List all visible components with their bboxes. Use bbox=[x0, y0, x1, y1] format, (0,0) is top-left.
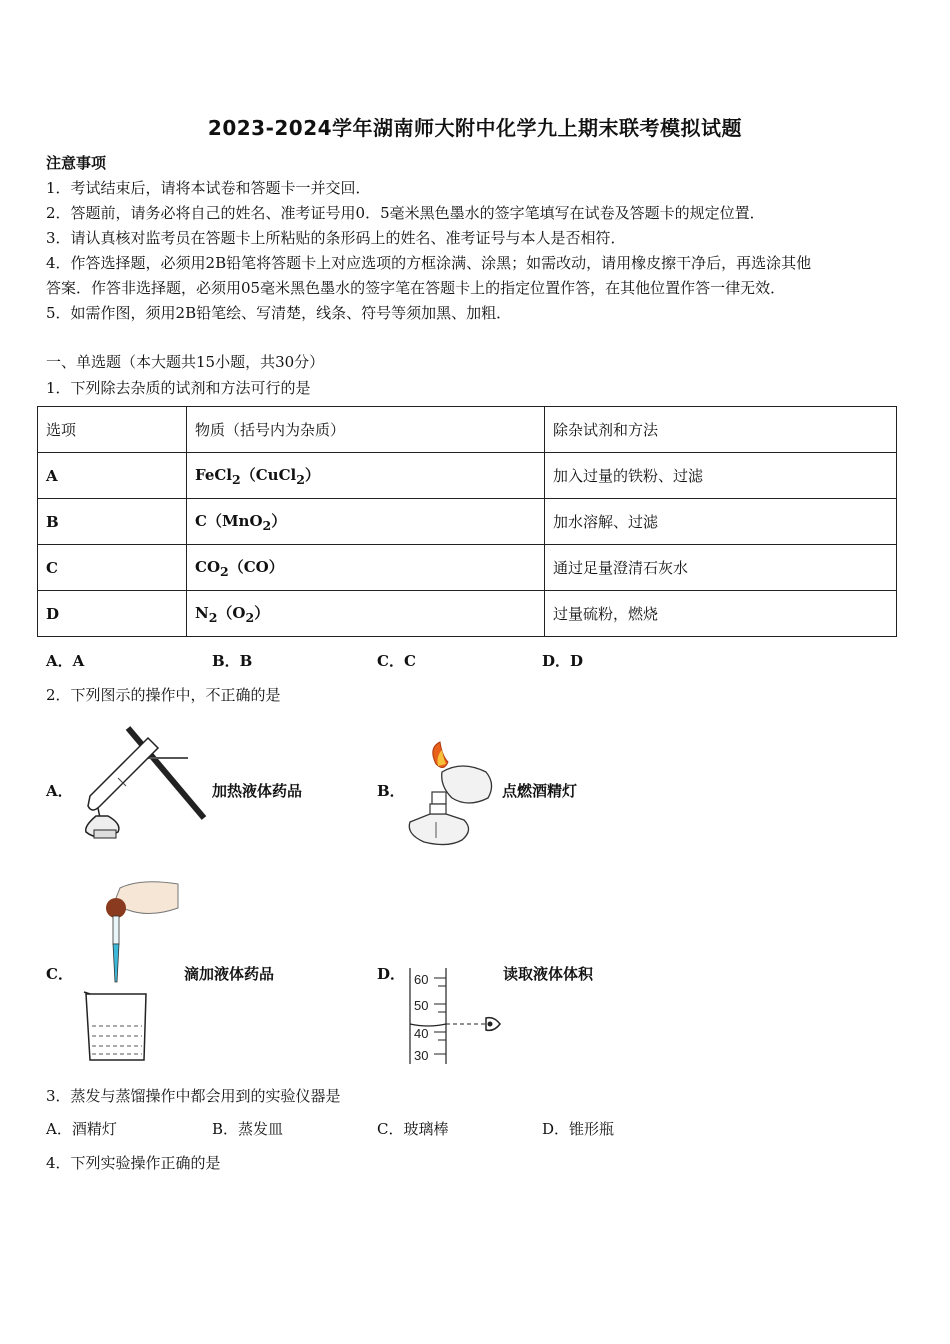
tick-label: 30 bbox=[414, 1048, 429, 1063]
notice-item: 4．作答选择题，必须用2B铅笔将答题卡上对应选项的方框涂满、涂黑；如需改动，请用橡皮擦干净后，再选涂其他 bbox=[46, 254, 812, 272]
header-cell: 物质（括号内为杂质） bbox=[187, 407, 545, 453]
answer-option: A．酒精灯 bbox=[46, 1120, 117, 1138]
answer-option: B．蒸发皿 bbox=[212, 1120, 284, 1138]
formula-subscript: 2 bbox=[296, 472, 305, 487]
table-header-row bbox=[38, 407, 897, 453]
method-cell: 加入过量的铁粉、过滤 bbox=[545, 453, 897, 499]
option-label: 滴加液体药品 bbox=[184, 965, 275, 983]
dropping-liquid-illustration bbox=[80, 878, 180, 1064]
answer-option: B．B bbox=[212, 652, 253, 670]
substance-cell bbox=[187, 499, 545, 545]
substance-cell bbox=[187, 453, 545, 499]
tube-holder bbox=[128, 728, 204, 818]
standing-lamp bbox=[409, 814, 468, 845]
formula-text: （CuCl bbox=[240, 466, 297, 484]
page-title: 2023-2024学年湖南师大附中化学九上期末联考模拟试题 bbox=[207, 116, 743, 140]
formula-text: C（MnO bbox=[195, 512, 263, 530]
option-letter: A． bbox=[46, 782, 73, 800]
table-row bbox=[38, 499, 897, 545]
formula-text: CO bbox=[195, 558, 221, 576]
answer-option: D．锥形瓶 bbox=[542, 1120, 615, 1138]
formula-text: FeCl bbox=[195, 466, 233, 484]
formula-text: ） bbox=[304, 466, 320, 484]
notice-item: 3．请认真核对监考员在答题卡上所粘贴的条形码上的姓名、准考证号与本人是否相符． bbox=[46, 229, 626, 247]
option-letter: B． bbox=[377, 782, 405, 800]
question-3-stem: 3．蒸发与蒸馏操作中都会用到的实验仪器是 bbox=[46, 1087, 341, 1105]
tick-label: 50 bbox=[414, 998, 429, 1013]
option-letter: D． bbox=[377, 965, 406, 983]
header-cell: 选项 bbox=[38, 407, 187, 453]
test-tube bbox=[88, 738, 158, 810]
answer-option: A．A bbox=[46, 652, 85, 670]
dropper-tube bbox=[113, 944, 119, 982]
tick-label: 60 bbox=[414, 972, 429, 987]
substance-cell bbox=[187, 545, 545, 591]
table-row bbox=[38, 591, 897, 637]
tilted-lamp bbox=[442, 766, 492, 803]
dropper-bulb bbox=[106, 898, 126, 918]
formula-text: ） bbox=[254, 604, 270, 622]
formula-text: （O bbox=[217, 604, 246, 622]
answer-option: C．玻璃棒 bbox=[377, 1120, 449, 1138]
table-row bbox=[38, 545, 897, 591]
option-letter: C． bbox=[46, 965, 73, 983]
option-cell: D bbox=[38, 591, 187, 637]
heating-liquid-illustration bbox=[78, 718, 208, 848]
question-1-table bbox=[37, 406, 897, 637]
section-heading: 一、单选题（本大题共15小题，共30分） bbox=[46, 353, 325, 371]
beaker bbox=[86, 994, 146, 1060]
formula-text: ） bbox=[271, 512, 287, 530]
formula-subscript: 2 bbox=[208, 610, 218, 625]
option-label: 加热液体药品 bbox=[212, 782, 303, 800]
notice-item: 5．如需作图，须用2B铅笔绘、写清楚，线条、符号等须加黑、加粗． bbox=[46, 304, 512, 322]
formula-text: N bbox=[195, 604, 209, 622]
notice-item: 2．答题前，请务必将自己的姓名、准考证号用0．5毫米黑色墨水的签字笔填写在试卷及答题卡的规定位置． bbox=[46, 204, 765, 222]
option-cell: C bbox=[38, 545, 187, 591]
formula-subscript: 2 bbox=[220, 564, 229, 579]
answer-option: C．C bbox=[377, 652, 416, 670]
question-2-stem: 2．下列图示的操作中，不正确的是 bbox=[46, 686, 281, 704]
substance-cell bbox=[187, 591, 545, 637]
option-cell: B bbox=[38, 499, 187, 545]
graduated-cylinder-illustration bbox=[406, 966, 506, 1066]
notice-item: 1．考试结束后，请将本试卷和答题卡一并交回． bbox=[46, 179, 371, 197]
option-label: 读取液体体积 bbox=[503, 965, 594, 983]
method-cell: 过量硫粉，燃烧 bbox=[545, 591, 897, 637]
formula-subscript: 2 bbox=[232, 472, 241, 487]
formula-subscript: 2 bbox=[245, 610, 255, 625]
method-cell: 通过足量澄清石灰水 bbox=[545, 545, 897, 591]
formula-subscript: 2 bbox=[262, 518, 272, 533]
formula-text: （CO） bbox=[228, 558, 284, 576]
method-cell: 加水溶解、过滤 bbox=[545, 499, 897, 545]
answer-option: D．D bbox=[542, 652, 584, 670]
question-1-stem: 1．下列除去杂质的试剂和方法可行的是 bbox=[46, 379, 311, 397]
header-cell: 除杂试剂和方法 bbox=[545, 407, 897, 453]
notice-heading: 注意事项 bbox=[46, 154, 107, 172]
lighting-lamp-illustration bbox=[402, 742, 498, 848]
option-label: 点燃酒精灯 bbox=[502, 782, 578, 800]
option-cell: A bbox=[38, 453, 187, 499]
question-4-stem: 4．下列实验操作正确的是 bbox=[46, 1154, 221, 1172]
tick-label: 40 bbox=[414, 1026, 429, 1041]
table-row bbox=[38, 453, 897, 499]
notice-item: 答案．作答非选择题，必须用05毫米黑色墨水的签字笔在答题卡上的指定位置作答，在其他位置作答一律无效． bbox=[46, 279, 786, 297]
